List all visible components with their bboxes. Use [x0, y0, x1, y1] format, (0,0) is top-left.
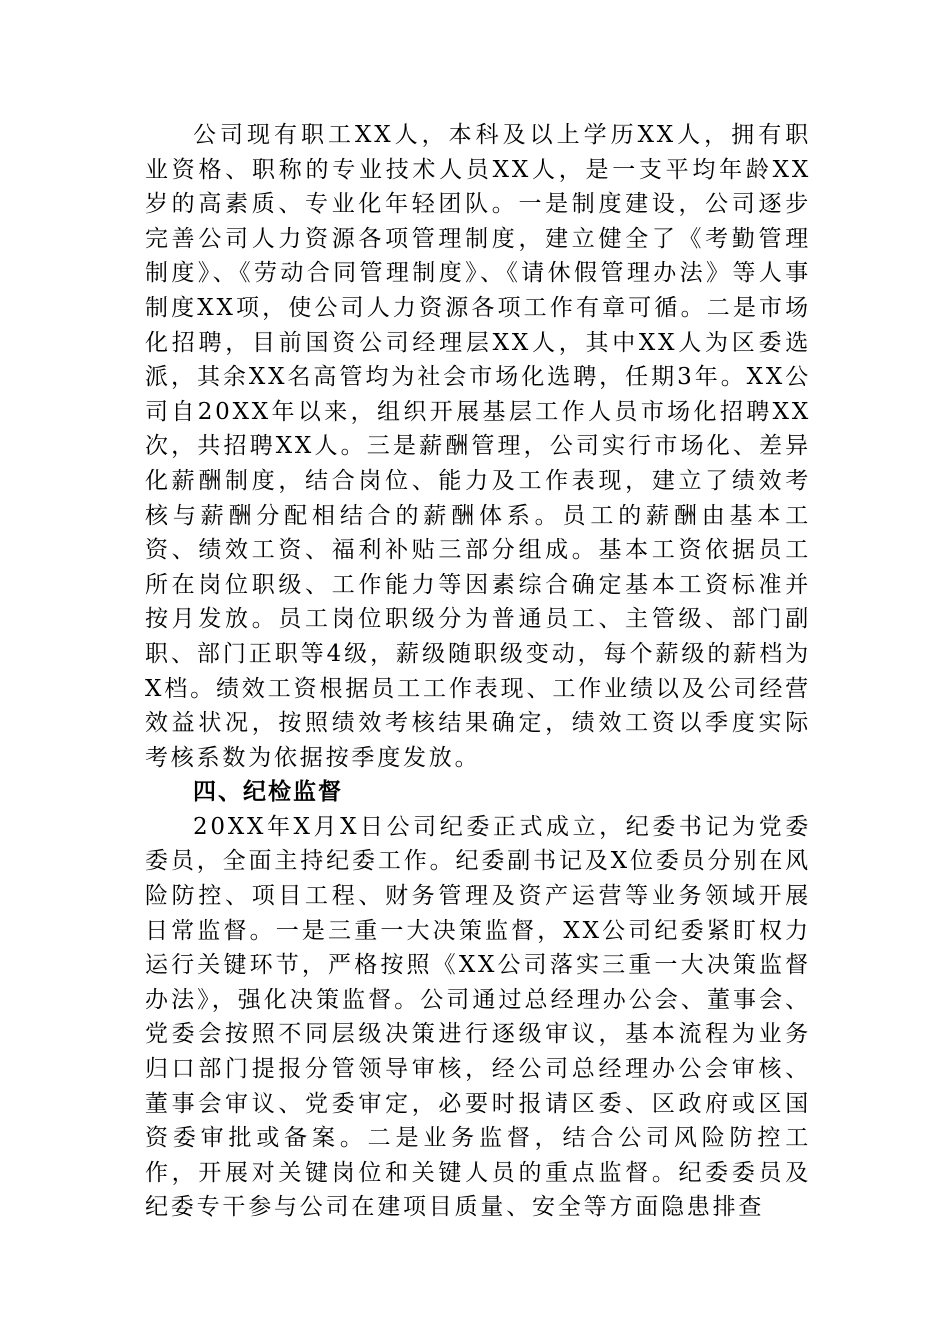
paragraph-hr-management: 公司现有职工XX人，本科及以上学历XX人，拥有职业资格、职称的专业技术人员XX人，是一支平均年龄XX岁的高素质、专业化年轻团队。一是制度建设，公司逐步完善公司人力资源各项管理制度，建立健全了《考勤管理制度》、《劳动合同管理制度》、《请休假管理办法》等人事制度XX项，使公司人力资源各项工作有章可循。二是市场化招聘，目前国资公司经理层XX人，其中XX人为区委选派，其余XX名高管均为社会市场化选聘，任期3年。XX公司自20XX年以来，组织开展基层工作人员市场化招聘XX次，共招聘XX人。三是薪酬管理，公司实行市场化、差异化薪酬制度，结合岗位、能力及工作表现，建立了绩效考核与薪酬分配相结合的薪酬体系。员工的薪酬由基本工资、绩效工资、福利补贴三部分组成。基本工资依据员工所在岗位职级、工作能力等因素综合确定基本工资标准并按月发放。员工岗位职级分为普通员工、主管级、部门副职、部门正职等4级，薪级随职级变动，每个薪级的薪档为X档。绩效工资根据员工工作表现、工作业绩以及公司经营效益状况，按照绩效考核结果确定，绩效工资以季度实际考核系数为依据按季度发放。	[145, 122, 811, 771]
document-page	[145, 118, 811, 1225]
section-heading-discipline-supervision: 四、纪检监督	[193, 779, 343, 806]
paragraph-discipline-supervision: 20XX年X月X日公司纪委正式成立，纪委书记为党委委员，全面主持纪委工作。纪委副书记及X位委员分别在风险防控、项目工程、财务管理及资产运营等业务领域开展日常监督。一是三重一大决策监督，XX公司纪委紧盯权力运行关键环节，严格按照《XX公司落实三重一大决策监督办法》，强化决策监督。公司通过总经理办公会、董事会、党委会按照不同层级决策进行逐级审议，基本流程为业务归口部门提报分管领导审核，经公司总经理办公会审核、董事会审议、党委审定，必要时报请区委、区政府或区国资委审批或备案。二是业务监督，结合公司风险防控工作，开展对关键岗位和关键人员的重点监督。纪委委员及纪委专干参与公司在建项目质量、安全等方面隐患排查	[145, 813, 811, 1221]
